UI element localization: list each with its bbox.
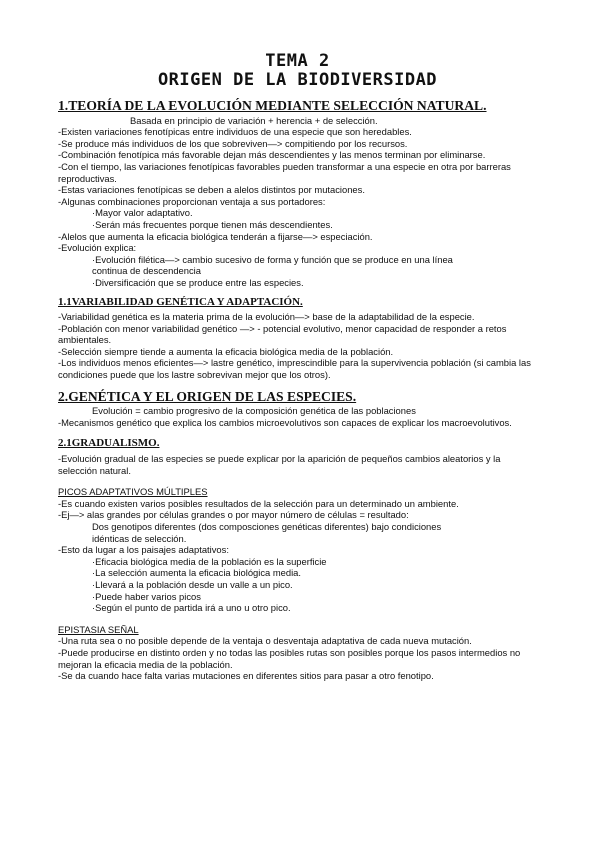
paragraph: -Se produce más individuos de los que sobreviven—> compitiendo por los recursos. — [58, 137, 408, 149]
paragraph: -Se da cuando hace falta varias mutaciones en diferentes sitios para pasar a otro fenotipo. — [58, 670, 434, 682]
list-item: ·Mayor valor adaptativo. — [92, 207, 193, 219]
list-item: ·Eficacia biológica media de la población es la superficie — [92, 555, 327, 567]
title-line-2: ORIGEN DE LA BIODIVERSIDAD — [157, 70, 438, 90]
paragraph: -Los individuos menos eficientes—> lastre genético, imprescindible para la supervivencia población (si cambia las condiciones puede que los lastre sobrevivan mejor que los otros). — [58, 357, 531, 381]
title-line-1: TEMA 2 — [265, 51, 330, 71]
paragraph: -Alelos que aumenta la eficacia biológica tenderán a fijarse—> especiación. — [58, 230, 373, 242]
picos-heading: PICOS ADAPTATIVOS MÚLTIPLES — [58, 486, 208, 498]
section-2-1-heading: 2.1GRADUALISMO. — [58, 437, 160, 450]
paragraph: -Existen variaciones fenotípicas entre individuos de una especie que son heredables. — [58, 126, 412, 138]
paragraph: -Es cuando existen varios posibles resultados de la selección para un determinado un ambiente. — [58, 497, 459, 509]
list-item-continued: idénticas de selección. — [92, 532, 187, 544]
section-1-1 — [58, 297, 537, 381]
paragraph: -Una ruta sea o no posible depende de la ventaja o desventaja adaptativa de cada nueva mutación. — [58, 635, 472, 647]
paragraph: -Evolución explica: — [58, 242, 137, 254]
section-1-intro: Basada en principio de variación + herencia + de selección. — [130, 114, 378, 126]
section-1 — [58, 100, 537, 289]
list-item: ·Puede haber varios picos — [92, 590, 201, 602]
document-title — [58, 52, 537, 90]
paragraph: -Con el tiempo, las variaciones fenotípicas favorables pueden transformar a una especie en otra por barreras reproductivas. — [58, 160, 511, 184]
list-item: ·Según el punto de partida irá a uno u otro pico. — [92, 602, 291, 614]
paragraph: -Evolución gradual de las especies se puede explicar por la aparición de pequeños cambios aleatorios y la selección natural. — [58, 453, 501, 476]
section-1-1-heading: 1.1VARIABILIDAD GENÉTICA Y ADAPTACIÓN. — [58, 295, 303, 308]
paragraph: -Ej—> alas grandes por células grandes o por mayor número de células = resultado: — [58, 509, 409, 521]
picos-adaptativos — [58, 486, 537, 614]
section-2-intro: Evolución = cambio progresivo de la composición genética de las poblaciones — [92, 405, 416, 417]
paragraph: -Mecanismos genético que explica los cambios microevolutivos son capaces de explicar los macroevolutivos. — [58, 416, 512, 428]
paragraph: -Población con menor variabilidad genético —> - potencial evolutivo, menor capacidad de responder a retos ambientales. — [58, 322, 507, 346]
list-item: ·La selección aumenta la eficacia biológica media. — [92, 567, 301, 579]
section-2-1 — [58, 438, 537, 476]
paragraph: -Combinación fenotípica más favorable dejan más descendientes y las menos terminan por eliminarse. — [58, 149, 486, 161]
list-item-continued: continua de descendencia — [92, 265, 201, 277]
list-item: Dos genotipos diferentes (dos composciones genéticas diferentes) bajo condiciones — [92, 521, 442, 532]
paragraph: -Algunas combinaciones proporcionan ventaja a sus portadores: — [58, 195, 326, 207]
section-2 — [58, 388, 537, 429]
epistasia-senal — [58, 624, 537, 682]
section-1-heading: 1.TEORÍA DE LA EVOLUCIÓN MEDIANTE SELECCIÓN NATURAL. — [58, 98, 487, 113]
paragraph: -Estas variaciones fenotípicas se deben a alelos distintos por mutaciones. — [58, 184, 365, 196]
list-item: ·Llevará a la población desde un valle a un pico. — [92, 578, 293, 590]
paragraph: -Puede producirse en distinto orden y no todas las posibles rutas son posibles porque los pasos intermedios no mejoran la eficacia media de la población. — [58, 646, 521, 670]
list-item: ·Diversificación que se produce entre las especies. — [92, 276, 304, 288]
list-item: ·Serán más frecuentes porque tienen más descendientes. — [92, 218, 333, 230]
paragraph: -Esto da lugar a los paisajes adaptativos: — [58, 544, 229, 556]
list-item: ·Evolución filética—> cambio sucesivo de forma y función que se produce en una línea — [92, 253, 453, 265]
paragraph: -Variabilidad genética es la materia prima de la evolución—> base de la adaptabilidad de la especie. — [58, 311, 475, 323]
paragraph: -Selección siempre tiende a aumenta la eficacia biológica media de la población. — [58, 345, 394, 357]
section-2-heading: 2.GENÉTICA Y EL ORIGEN DE LAS ESPECIES. — [58, 388, 357, 404]
epistasia-heading: EPISTASIA SEÑAL — [58, 623, 139, 635]
